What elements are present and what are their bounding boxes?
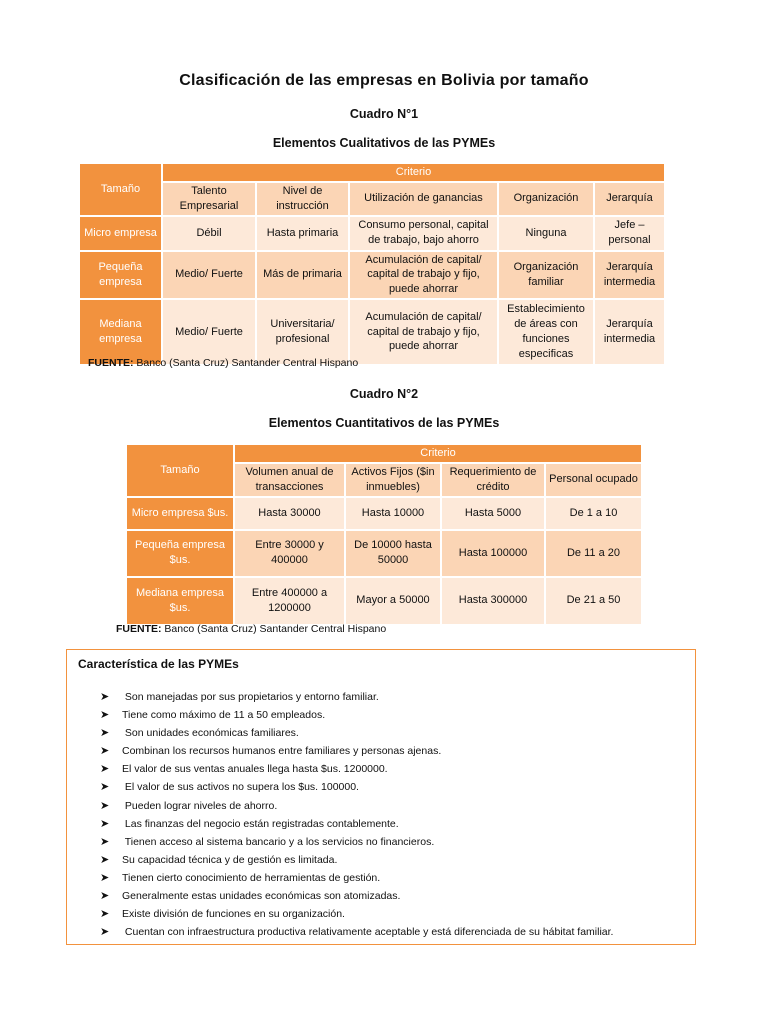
col-header: Utilización de ganancias: [350, 183, 497, 215]
list-item: ➤ Generalmente estas unidades económicas son atomizadas.: [100, 887, 613, 905]
row-header: Mediana empresa: [80, 300, 161, 364]
arrow-bullet-icon: ➤: [100, 890, 110, 903]
list-item: ➤ Cuentan con infraestructura productiva relativamente aceptable y está diferenciada de su hábitat familiar.: [100, 923, 613, 941]
col-header: Organización: [499, 183, 593, 215]
arrow-bullet-icon: ➤: [100, 781, 110, 794]
cuadro1-label: Cuadro N°1: [349, 107, 419, 121]
table-cell: Universitaria/ profesional: [257, 300, 348, 364]
criterio-header: Criterio: [235, 445, 641, 462]
table-cell: Mayor a 50000: [346, 578, 440, 624]
arrow-bullet-icon: ➤: [100, 908, 110, 921]
cuadro2-label: Cuadro N°2: [349, 387, 419, 401]
list-item: ➤ Combinan los recursos humanos entre familiares y personas ajenas.: [100, 742, 613, 760]
cuadro2-subtitle: Elementos Cuantitativos de las PYMEs: [268, 416, 500, 430]
col-header: Requerimiento de crédito: [442, 464, 544, 496]
criterio-header: Criterio: [163, 164, 664, 181]
source-text: Banco (Santa Cruz) Santander Central Hispano: [161, 623, 387, 635]
qualitative-table: [78, 162, 666, 366]
table-cell: Entre 400000 a 1200000: [235, 578, 344, 624]
table-cell: De 10000 hasta 50000: [346, 531, 440, 576]
col-header-tamano: Tamaño: [80, 164, 161, 215]
table-row: [127, 578, 641, 624]
cuadro1-source: [88, 357, 358, 369]
table-cell: Consumo personal, capital de trabajo, bajo ahorro: [350, 217, 497, 250]
list-item: ➤ Existe división de funciones en su organización.: [100, 905, 613, 923]
quantitative-table: [125, 443, 643, 626]
table-cell: Más de primaria: [257, 252, 348, 299]
table-cell: Jerarquía intermedia: [595, 252, 664, 299]
list-item: ➤ Tienen acceso al sistema bancario y a los servicios no financieros.: [100, 833, 613, 851]
list-item: ➤ Las finanzas del negocio están registradas contablemente.: [100, 815, 613, 833]
list-item: ➤ Son unidades económicas familiares.: [100, 724, 613, 742]
row-header: Micro empresa: [80, 217, 161, 250]
table-row: [80, 300, 664, 364]
arrow-bullet-icon: ➤: [100, 745, 110, 758]
col-header: Talento Empresarial: [163, 183, 255, 215]
source-label: FUENTE:: [88, 357, 134, 369]
col-header: Nivel de instrucción: [257, 183, 348, 215]
row-header: Micro empresa $us.: [127, 498, 233, 529]
list-item: ➤ Son manejadas por sus propietarios y entorno familiar.: [100, 688, 613, 706]
table-cell: De 1 a 10: [546, 498, 641, 529]
arrow-bullet-icon: ➤: [100, 853, 110, 866]
table-row: [127, 531, 641, 576]
arrow-bullet-icon: ➤: [100, 926, 110, 939]
list-item: ➤ Tienen cierto conocimiento de herramientas de gestión.: [100, 869, 613, 887]
arrow-bullet-icon: ➤: [100, 799, 110, 812]
arrow-bullet-icon: ➤: [100, 763, 110, 776]
list-item: ➤ El valor de sus ventas anuales llega hasta $us. 1200000.: [100, 760, 613, 778]
arrow-bullet-icon: ➤: [100, 709, 110, 722]
arrow-bullet-icon: ➤: [100, 691, 110, 703]
cuadro1-subtitle: Elementos Cualitativos de las PYMEs: [272, 136, 496, 150]
table-cell: Jefe – personal: [595, 217, 664, 250]
table-row: [127, 498, 641, 529]
table-cell: Entre 30000 y 400000: [235, 531, 344, 576]
table-cell: Hasta 10000: [346, 498, 440, 529]
source-label: FUENTE:: [116, 623, 162, 635]
table-cell: Medio/ Fuerte: [163, 300, 255, 364]
table-cell: Hasta primaria: [257, 217, 348, 250]
arrow-bullet-icon: ➤: [100, 817, 110, 830]
table-cell: De 11 a 20: [546, 531, 641, 576]
col-header: Activos Fijos ($in inmuebles): [346, 464, 440, 496]
source-text: Banco (Santa Cruz) Santander Central Hispano: [133, 357, 359, 369]
table-row: [80, 217, 664, 250]
list-item: ➤ El valor de sus activos no supera los $us. 100000.: [100, 778, 613, 796]
arrow-bullet-icon: ➤: [100, 871, 110, 884]
col-header: Volumen anual de transacciones: [235, 464, 344, 496]
cuadro2-source: [116, 623, 386, 635]
table-cell: Hasta 5000: [442, 498, 544, 529]
table-cell: Medio/ Fuerte: [163, 252, 255, 299]
page-title: Clasificación de las empresas en Bolivia por tamaño: [179, 72, 589, 89]
characteristics-list: [100, 688, 613, 941]
row-header: Mediana empresa $us.: [127, 578, 233, 624]
table-cell: Hasta 100000: [442, 531, 544, 576]
characteristics-title: Característica de las PYMEs: [78, 657, 239, 671]
table-cell: Establecimiento de áreas con funciones especificas: [499, 300, 593, 364]
table-cell: Ninguna: [499, 217, 593, 250]
table-cell: Organización familiar: [499, 252, 593, 299]
col-header-tamano: Tamaño: [127, 445, 233, 496]
row-header: Pequeña empresa $us.: [127, 531, 233, 576]
arrow-bullet-icon: ➤: [100, 835, 110, 848]
table-cell: De 21 a 50: [546, 578, 641, 624]
table-cell: Jerarquía intermedia: [595, 300, 664, 364]
table-cell: Hasta 30000: [235, 498, 344, 529]
row-header: Pequeña empresa: [80, 252, 161, 299]
list-item: ➤ Pueden lograr niveles de ahorro.: [100, 797, 613, 815]
col-header: Jerarquía: [595, 183, 664, 215]
table-cell: Acumulación de capital/ capital de trabajo y fijo, puede ahorrar: [350, 300, 497, 364]
list-item: ➤ Tiene como máximo de 11 a 50 empleados.: [100, 706, 613, 724]
table-cell: Acumulación de capital/ capital de trabajo y fijo, puede ahorrar: [350, 252, 497, 299]
table-cell: Hasta 300000: [442, 578, 544, 624]
arrow-bullet-icon: ➤: [100, 727, 110, 740]
table-cell: Débil: [163, 217, 255, 250]
list-item: ➤ Su capacidad técnica y de gestión es limitada.: [100, 851, 613, 869]
col-header: Personal ocupado: [546, 464, 641, 496]
table-row: [80, 252, 664, 299]
